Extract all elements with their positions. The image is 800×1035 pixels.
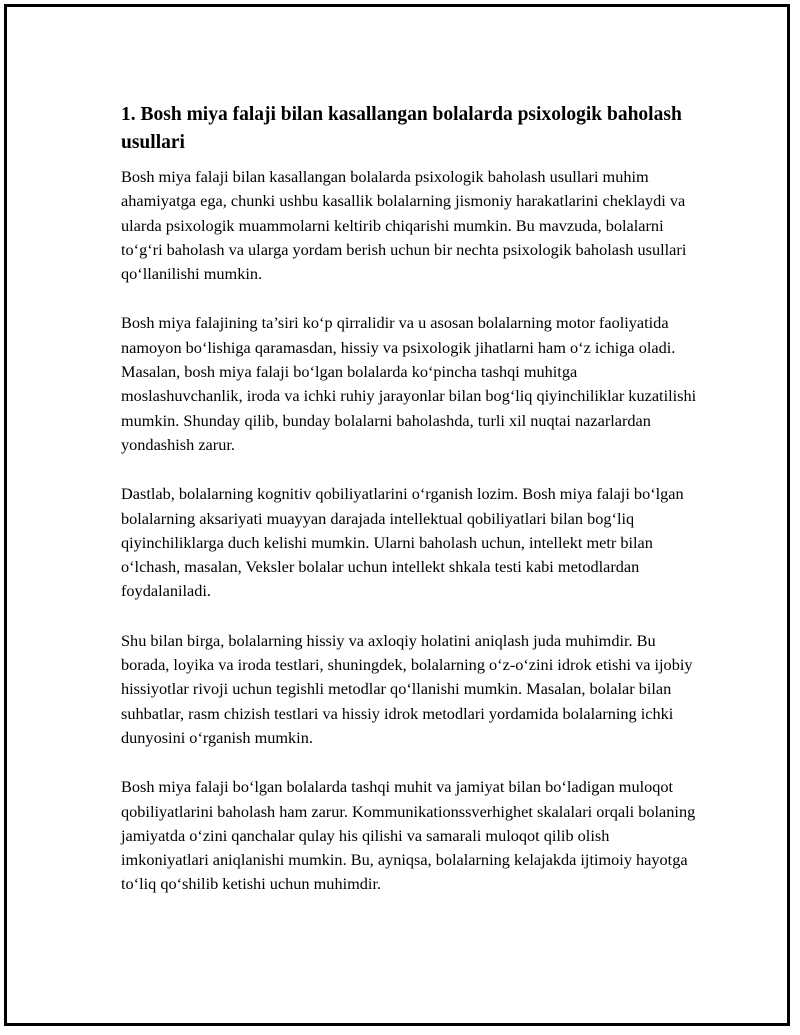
paragraph-1: Bosh miya falaji bilan kasallangan bolalarda psixologik baholash usullari muhim ahamiyatga ega, chunki ushbu kasallik bolalarning jismoniy harakatlarini cheklaydi va ularda psixologik muammolarni keltirib chiqarishi mumkin. Bu mavzuda, bolalarni to‘g‘ri baholash va ularga yordam berish uchun bir nechta psixologik baholash usullari qo‘llanilishi mumkin. xyxy=(121,167,687,284)
section-heading: 1. Bosh miya falaji bilan kasallangan bolalarda psixologik baholash usullari xyxy=(121,104,682,153)
paragraph-3: Dastlab, bolalarning kognitiv qobiliyatlarini o‘rganish lozim. Bosh miya falaji bo‘lgan bolalarning aksariyati muayyan darajada intellektual qobiliyatlari bilan bog‘liq qiyinchiliklarga duch kelishi mumkin. Ularni baholash uchun, intellekt metr bilan o‘lchash, masalan, Veksler bolalar uchun intellekt shkala testi kabi metodlardan foydalaniladi. xyxy=(121,484,684,601)
paragraph-4: Shu bilan birga, bolalarning hissiy va axloqiy holatini aniqlash juda muhimdir. Bu borada, loyika va iroda testlari, shuningdek, bolalarning o‘z-o‘zini idrok etishi va ijobiy hissiyotlar rivoji uchun tegishli metodlar qo‘llanishi mumkin. Masalan, bolalar bilan suhbatlar, rasm chizish testlari va hissiy idrok metodlari yordamida bolalarning ichki dunyosini o‘rganish mumkin. xyxy=(121,630,693,747)
document-body xyxy=(121,101,701,922)
paragraph-5: Bosh miya falaji bo‘lgan bolalarda tashqi muhit va jamiyat bilan bo‘ladigan muloqot qobiliyatlarini baholash ham zarur. Kommunikationssverhighet skalalari orqali bolaning jamiyatda o‘zini qanchalar qulay his qilishi va samarali muloqot qilib olish imkoniyatlari aniqlanishi mumkin. Bu, ayniqsa, bolalarning kelajakda ijtimoiy hayotga to‘liq qo‘shilib ketishi uchun muhimdir. xyxy=(121,777,696,894)
paragraph-2: Bosh miya falajining ta’siri ko‘p qirralidir va u asosan bolalarning motor faoliyatida namoyon bo‘lishiga qaramasdan, hissiy va psixologik jihatlarni ham o‘z ichiga oladi. Masalan, bosh miya falaji bo‘lgan bolalarda ko‘pincha tashqi muhitga moslashuvchanlik, iroda va ichki ruhiy jarayonlar bilan bog‘liq qiyinchiliklar kuzatilishi mumkin. Shunday qilib, bunday bolalarni baholashda, turli xil nuqtai nazarlardan yondashish zarur. xyxy=(121,313,697,454)
page-frame xyxy=(4,4,790,1026)
